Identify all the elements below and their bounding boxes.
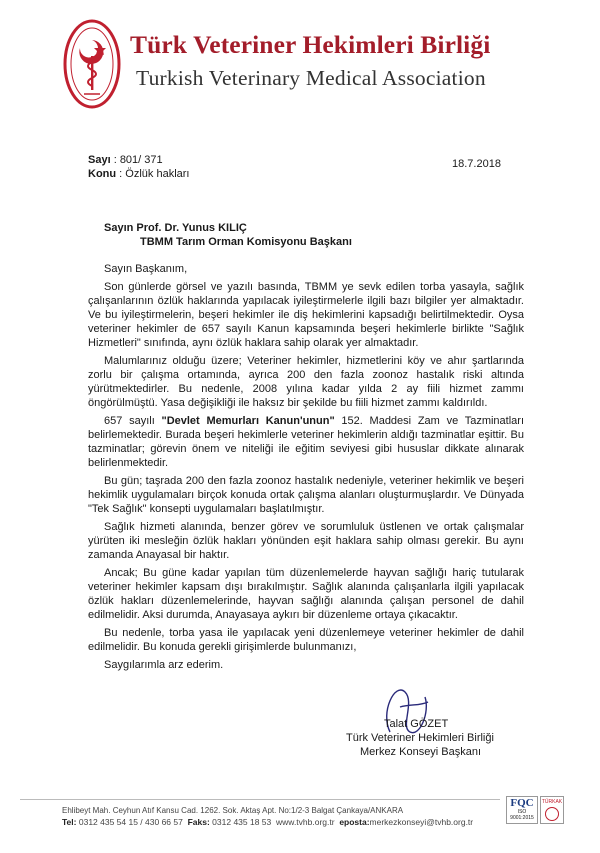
footer-divider [20, 799, 500, 800]
law-name: "Devlet Memurları Kanun'unun" [161, 415, 335, 427]
paragraph-3-start: 657 sayılı [104, 415, 162, 427]
website-link[interactable]: www.tvhb.org.tr [276, 817, 335, 827]
turkak-badge-text: TÜRKAK [541, 799, 563, 805]
paragraph-2: Malumlarınız olduğu üzere; Veteriner hekimler, hizmetlerini köy ve ahır şartlarında zorlu bir çalışma ortamında, ayrıca 200 den fazla zoonoz hastalık riski altında yürütmektedirler. Bu nedenle, 2008 yılına kadar yılda 2 ay fiili hizmet zammı öngörülmüştü. Yasa değişikliği ile haksız bir şekilde bu fiili hizmet zammı kaldırıldı. [88, 355, 524, 409]
reference-number [88, 154, 163, 166]
faks-value: 0312 435 18 53 [212, 817, 272, 827]
sayi-label: Sayı [88, 154, 111, 166]
paragraph-3 [88, 414, 524, 470]
tel-value: 0312 435 54 15 / 430 66 57 [78, 817, 183, 827]
salutation: Sayın Başkanım, [104, 263, 188, 275]
turkak-accreditation-badge [540, 796, 564, 824]
fqc-badge-sub: ISO 9001:2015 [510, 809, 534, 821]
subject-line [88, 168, 189, 180]
paragraph-5: Sağlık hizmeti alanında, benzer görev ve sorumluluk üstlenen ve ortak çalışmalar yürüten iki mesleğin özlük hakları yönünden eşit haklara sahip olması gerekir. Bu aynı zamanda Anayasal bir haktır. [88, 521, 524, 561]
addressee-title: TBMM Tarım Orman Komisyonu Başkanı [140, 236, 352, 248]
eposta-label: eposta: [339, 817, 370, 827]
organization-name-en: Turkish Veterinary Medical Association [136, 66, 486, 90]
eposta-value[interactable]: merkezkonseyi@tvhb.org.tr [369, 817, 474, 827]
footer-contacts [62, 817, 473, 827]
faks-label: Faks: [187, 817, 210, 827]
fqc-badge-text: FQC [510, 797, 534, 809]
tel-label: Tel: [62, 817, 77, 827]
closing-line: Saygılarımla arz ederim. [104, 659, 224, 671]
paragraph-6: Ancak; Bu güne kadar yapılan tüm düzenlemelerde hayvan sağlığı hariç tutularak veteriner hekimler kapsam dışı bırakılmıştır. Sağlık alanında çalışanlarla ilgili yapılacak özlük hakları düzenlemelerinde, hayvan sağlığı alanında çalışan personel de dahil edilmelidir. Aksi durumda, Anayasaya aykırı bir düzenleme ortaya çıkacaktır. [88, 567, 524, 621]
paragraph-7: Bu nedenle, torba yasa ile yapılacak yeni düzenlemeye veteriner hekimler de dahil edilmelidir. Bu konuda gerekli girişimlerde bulunmanızı, [88, 627, 524, 653]
organization-name-tr: Türk Veteriner Hekimleri Birliği [130, 30, 491, 59]
turkak-seal-icon [545, 807, 559, 821]
paragraph-4: Bu gün; taşrada 200 den fazla zoonoz hastalık nedeniyle, veteriner hekimlik ve beşeri hekimlik uygulamaları birçok konuda ortak çalışma alanları oluşturmuşlardır. Ve Dünyada "Tek Sağlık" konsepti uygulamaları başlatılmıştır. [88, 475, 524, 515]
addressee-name: Sayın Prof. Dr. Yunus KILIÇ [104, 222, 247, 234]
signer-title: Merkez Konseyi Başkanı [360, 746, 482, 758]
letter-body [88, 262, 524, 676]
fqc-certification-badge [506, 796, 538, 824]
sayi-value: : 801/ 371 [113, 154, 163, 166]
signer-organization: Türk Veteriner Hekimleri Birliği [346, 732, 494, 744]
paragraph-3-end: 152. Maddesi Zam ve Tazminatları belirlemektedir. Burada beşeri hekimlerle veteriner hekimlerin aldığı tazminatlar eşittir. Bu tazminatlar; görevin önem ve niteliği ile eğitim seviyesi gibi hususlar dikkate alınarak belirlenmektedir. [88, 415, 525, 469]
organization-seal-logo [62, 18, 122, 110]
footer-address: Ehlibeyt Mah. Ceyhun Atıf Kansu Cad. 1262. Sok. Aktaş Apt. No:1/2-3 Balgat Çankaya/ANKARA [62, 806, 404, 815]
letter-date: 18.7.2018 [452, 158, 501, 170]
paragraph-1: Son günlerde görsel ve yazılı basında, TBMM ye sevk edilen torba yasayla, sağlık çalışanlarının özlük haklarında yapılacak iyileştirmelerle ilgili bazı bilgiler yer almaktadır. Ve bu iyileştirmelerin, beşeri hekimler ile diş hekimlerini kapsadığı belirtilmektedir. Oysa veteriner hekimler de 657 sayılı Kanun kapsamında beşeri hekimlerle birlikte "Sağlık Hizmetleri" sınıfında, aynı özlük haklara sahip olarak yer almaktadır. [88, 281, 524, 349]
konu-value: : Özlük hakları [119, 168, 190, 180]
konu-label: Konu [88, 168, 117, 180]
signer-name: Talat GÖZET [384, 718, 449, 730]
